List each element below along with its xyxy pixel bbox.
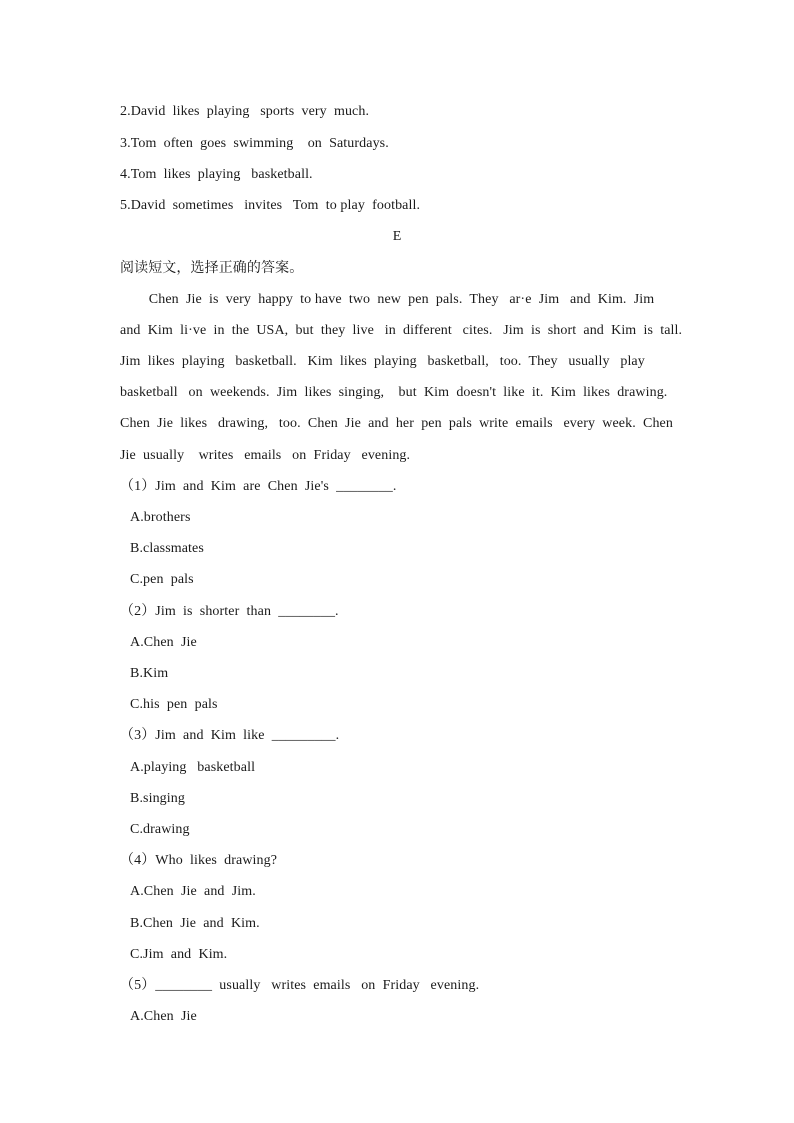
- question-2-stem: （2）Jim is shorter than ________.: [120, 604, 339, 619]
- question-5-stem: （5）________ usually writes emails on Friday evening.: [120, 978, 480, 993]
- passage-line: Jim likes playing basketball. Kim likes playing basketball, too. They usually play: [120, 354, 645, 369]
- question-1-option-c: C.pen pals: [130, 572, 194, 587]
- passage-line: basketball on weekends. Jim likes singing, but Kim doesn't like it. Kim likes drawing.: [120, 385, 668, 400]
- question-3-option-c: C.drawing: [130, 822, 190, 837]
- question-2-option-b: B.Kim: [130, 666, 169, 681]
- question-4-stem: （4）Who likes drawing?: [120, 853, 278, 868]
- statement-4: 4.Tom likes playing basketball.: [120, 167, 313, 182]
- question-3-option-a: A.playing basketball: [130, 760, 256, 775]
- question-4-option-a: A.Chen Jie and Jim.: [130, 884, 256, 899]
- question-5-option-a: A.Chen Jie: [130, 1009, 197, 1024]
- section-heading: E: [392, 229, 402, 244]
- passage-line: and Kim li·ve in the USA, but they live in different cites. Jim is short and Kim is tall.: [120, 323, 683, 338]
- instruction-text: 阅读短文，选择正确的答案。: [120, 260, 304, 276]
- passage-line: Chen Jie is very happy to have two new pen pals. They ar·e Jim and Kim. Jim: [120, 292, 655, 307]
- passage-line: Jie usually writes emails on Friday evening.: [120, 448, 411, 463]
- question-2-option-c: C.his pen pals: [130, 697, 218, 712]
- statement-3: 3.Tom often goes swimming on Saturdays.: [120, 136, 389, 151]
- statement-5: 5.David sometimes invites Tom to play football.: [120, 198, 421, 213]
- statement-2: 2.David likes playing sports very much.: [120, 104, 370, 119]
- question-1-option-b: B.classmates: [130, 541, 204, 556]
- question-1-stem: （1）Jim and Kim are Chen Jie's ________.: [120, 479, 397, 494]
- question-3-option-b: B.singing: [130, 791, 185, 806]
- question-4-option-c: C.Jim and Kim.: [130, 947, 228, 962]
- passage-line: Chen Jie likes drawing, too. Chen Jie and her pen pals write emails every week. Chen: [120, 416, 673, 431]
- question-2-option-a: A.Chen Jie: [130, 635, 197, 650]
- question-1-option-a: A.brothers: [130, 510, 191, 525]
- question-3-stem: （3）Jim and Kim like _________.: [120, 728, 340, 743]
- question-4-option-b: B.Chen Jie and Kim.: [130, 916, 260, 931]
